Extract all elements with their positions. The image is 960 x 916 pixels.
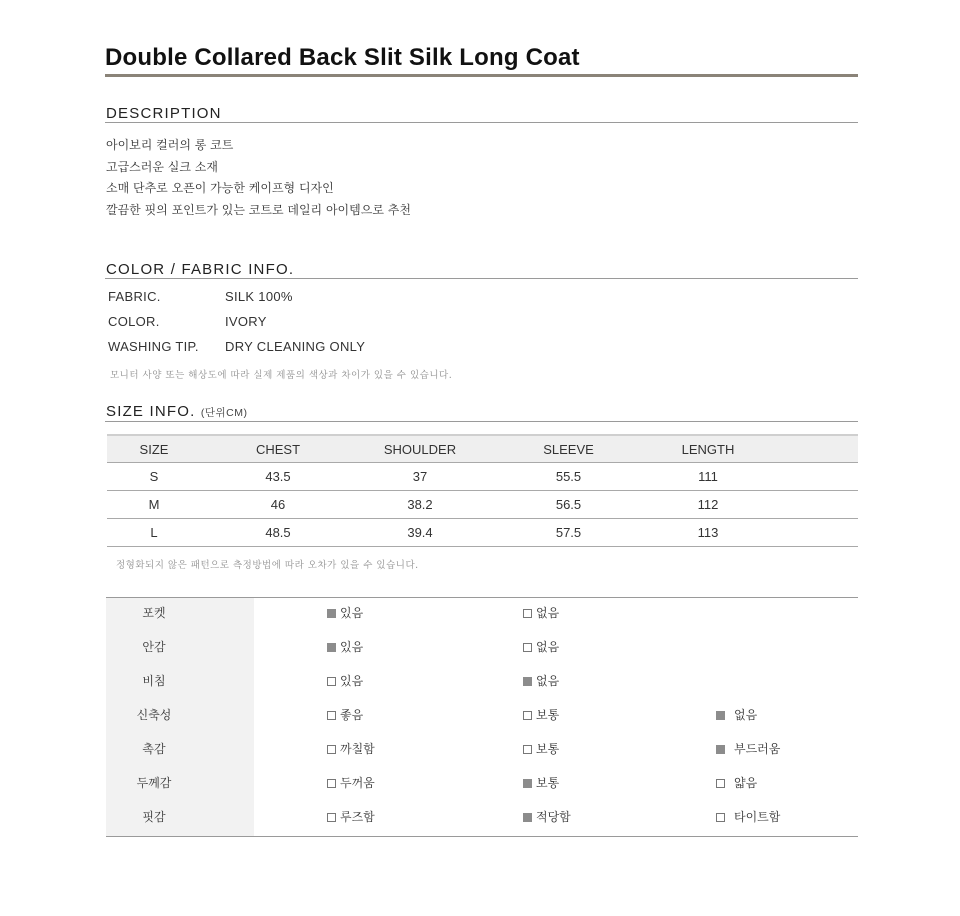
attribute-option bbox=[523, 768, 559, 802]
checkbox-empty bbox=[523, 643, 532, 652]
fabric-label: FABRIC. bbox=[108, 289, 161, 304]
column-header: CHEST bbox=[201, 435, 355, 463]
option-label: 두꺼움 bbox=[340, 776, 375, 790]
product-title: Double Collared Back Slit Silk Long Coat bbox=[105, 44, 580, 71]
size-info-heading bbox=[106, 403, 248, 420]
option-label: 있음 bbox=[340, 606, 364, 620]
checkbox-empty bbox=[327, 813, 336, 822]
attribute-row-transparency bbox=[106, 666, 858, 700]
option-label: 없음 bbox=[536, 640, 560, 654]
description-line: 깔끔한 핏의 포인트가 있는 코트로 데일리 아이템으로 추천 bbox=[106, 203, 411, 217]
attribute-row-lining bbox=[106, 632, 858, 666]
attribute-option bbox=[327, 598, 363, 632]
column-header: SLEEVE bbox=[485, 435, 652, 463]
table-cell: M bbox=[107, 491, 201, 519]
attribute-option bbox=[327, 768, 375, 802]
attribute-row-pocket bbox=[106, 598, 858, 632]
table-spacer bbox=[764, 519, 858, 547]
attribute-option bbox=[716, 802, 780, 836]
attribute-label: 핏감 bbox=[106, 802, 254, 836]
size-info-title: SIZE INFO. bbox=[106, 403, 196, 420]
color-disclaimer-note: 모니터 사양 또는 해상도에 따라 실제 제품의 색상과 차이가 있을 수 있습니다. bbox=[110, 370, 453, 381]
table-cell: S bbox=[107, 463, 201, 491]
option-label: 없음 bbox=[536, 674, 560, 688]
attribute-label: 포켓 bbox=[106, 598, 254, 632]
attribute-label: 두께감 bbox=[106, 768, 254, 802]
column-spacer bbox=[764, 435, 858, 463]
option-label: 적당함 bbox=[536, 810, 571, 824]
attribute-label: 신축성 bbox=[106, 700, 254, 734]
attribute-option bbox=[523, 632, 559, 666]
attribute-row-stretch bbox=[106, 700, 858, 734]
checkbox-checked bbox=[327, 643, 336, 652]
table-cell: L bbox=[107, 519, 201, 547]
description-line: 아이보리 컬러의 롱 코트 bbox=[106, 138, 234, 152]
column-header: LENGTH bbox=[652, 435, 764, 463]
attribute-option bbox=[327, 700, 363, 734]
checkbox-empty bbox=[716, 813, 725, 822]
size-info-divider bbox=[105, 421, 858, 422]
table-cell: 57.5 bbox=[485, 519, 652, 547]
attribute-table bbox=[106, 597, 858, 837]
attribute-row-thickness bbox=[106, 768, 858, 802]
checkbox-checked bbox=[523, 677, 532, 686]
table-cell: 56.5 bbox=[485, 491, 652, 519]
option-label: 부드러움 bbox=[734, 742, 781, 756]
table-cell: 111 bbox=[652, 463, 764, 491]
option-label: 없음 bbox=[734, 708, 758, 722]
checkbox-empty bbox=[327, 745, 336, 754]
checkbox-checked bbox=[716, 711, 725, 720]
table-row bbox=[107, 491, 858, 519]
attribute-option bbox=[716, 768, 757, 802]
table-row bbox=[107, 463, 858, 491]
attribute-option bbox=[716, 734, 780, 768]
option-label: 있음 bbox=[340, 674, 364, 688]
fabric-value: SILK 100% bbox=[225, 289, 293, 304]
table-cell: 48.5 bbox=[201, 519, 355, 547]
checkbox-empty bbox=[523, 711, 532, 720]
table-spacer bbox=[764, 463, 858, 491]
table-cell: 113 bbox=[652, 519, 764, 547]
option-label: 없음 bbox=[536, 606, 560, 620]
description-divider bbox=[105, 122, 858, 123]
size-table bbox=[107, 434, 858, 547]
attribute-label: 안감 bbox=[106, 632, 254, 666]
title-divider bbox=[105, 74, 858, 77]
description-heading: DESCRIPTION bbox=[106, 105, 222, 122]
option-label: 보통 bbox=[536, 776, 560, 790]
checkbox-empty bbox=[327, 779, 336, 788]
option-label: 있음 bbox=[340, 640, 364, 654]
color-value: IVORY bbox=[225, 314, 267, 329]
table-spacer bbox=[764, 491, 858, 519]
checkbox-checked bbox=[327, 609, 336, 618]
column-header: SHOULDER bbox=[355, 435, 485, 463]
attribute-option bbox=[523, 734, 559, 768]
table-cell: 37 bbox=[355, 463, 485, 491]
attribute-option bbox=[523, 700, 559, 734]
attribute-option bbox=[523, 598, 559, 632]
checkbox-empty bbox=[716, 779, 725, 788]
attribute-row-texture bbox=[106, 734, 858, 768]
option-label: 보통 bbox=[536, 742, 560, 756]
option-label: 얇음 bbox=[734, 776, 758, 790]
attribute-option bbox=[327, 666, 363, 700]
attribute-option bbox=[523, 666, 559, 700]
table-cell: 112 bbox=[652, 491, 764, 519]
checkbox-empty bbox=[327, 677, 336, 686]
color-label: COLOR. bbox=[108, 314, 160, 329]
checkbox-empty bbox=[523, 609, 532, 618]
attribute-option bbox=[327, 632, 363, 666]
fabric-info-heading: COLOR / FABRIC INFO. bbox=[106, 261, 295, 278]
checkbox-empty bbox=[327, 711, 336, 720]
attribute-label: 촉감 bbox=[106, 734, 254, 768]
attribute-option bbox=[327, 802, 375, 836]
option-label: 까칠함 bbox=[340, 742, 375, 756]
attribute-label: 비침 bbox=[106, 666, 254, 700]
option-label: 타이트함 bbox=[734, 810, 781, 824]
measurement-note: 정형화되지 않은 패턴으로 측정방법에 따라 오차가 있을 수 있습니다. bbox=[116, 560, 419, 571]
table-cell: 55.5 bbox=[485, 463, 652, 491]
fabric-info-divider bbox=[105, 278, 858, 279]
description-line: 소매 단추로 오픈이 가능한 케이프형 디자인 bbox=[106, 181, 334, 195]
option-label: 루즈함 bbox=[340, 810, 375, 824]
size-table-header bbox=[107, 435, 858, 463]
size-unit: (단위CM) bbox=[200, 407, 248, 419]
washing-tip-value: DRY CLEANING ONLY bbox=[225, 339, 366, 354]
option-label: 보통 bbox=[536, 708, 560, 722]
table-cell: 39.4 bbox=[355, 519, 485, 547]
checkbox-empty bbox=[523, 745, 532, 754]
table-row bbox=[107, 519, 858, 547]
checkbox-checked bbox=[523, 813, 532, 822]
checkbox-checked bbox=[523, 779, 532, 788]
option-label: 좋음 bbox=[340, 708, 364, 722]
washing-tip-label: WASHING TIP. bbox=[108, 339, 199, 354]
table-cell: 43.5 bbox=[201, 463, 355, 491]
column-header: SIZE bbox=[107, 435, 201, 463]
checkbox-checked bbox=[716, 745, 725, 754]
attribute-option bbox=[716, 700, 757, 734]
table-cell: 38.2 bbox=[355, 491, 485, 519]
table-cell: 46 bbox=[201, 491, 355, 519]
attribute-option bbox=[523, 802, 571, 836]
description-line: 고급스러운 실크 소재 bbox=[106, 160, 218, 174]
attribute-row-fit bbox=[106, 802, 858, 836]
attribute-option bbox=[327, 734, 375, 768]
